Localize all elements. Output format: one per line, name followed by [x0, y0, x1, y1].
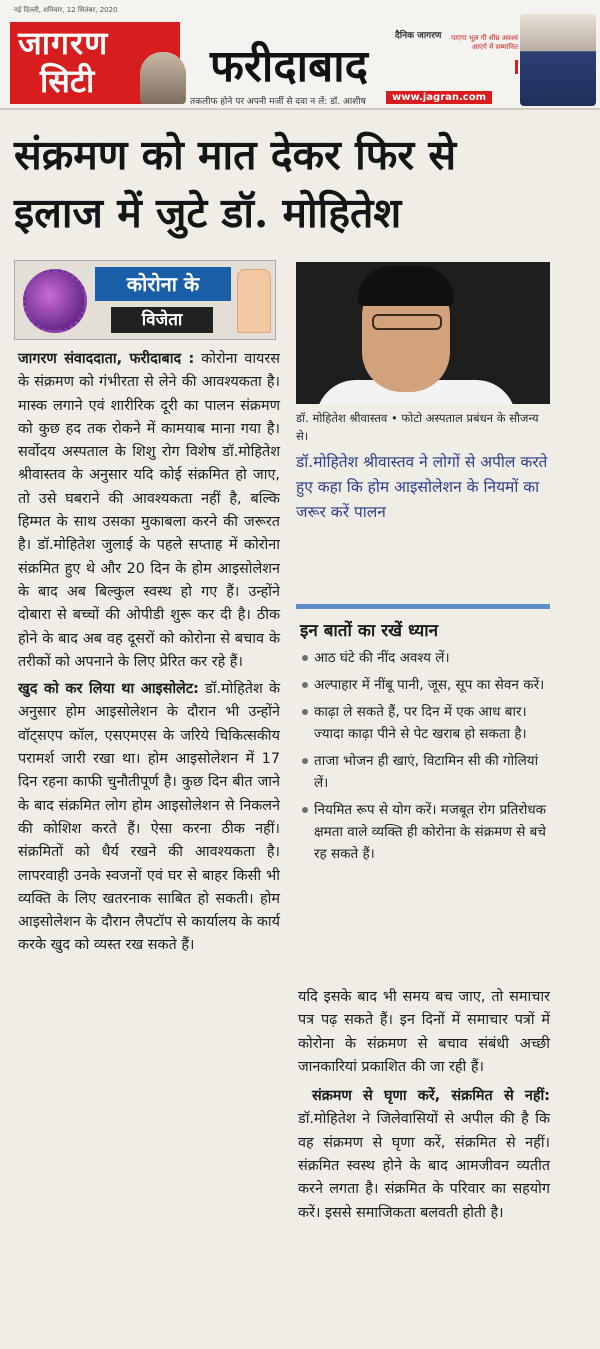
photo-hair — [358, 266, 454, 306]
paragraph-3: यदि इसके बाद भी समय बच जाए, तो समाचार पत्र पढ़ सकते हैं। इन दिनों में समाचार पत्रों में कोरोना के संक्रमण से बचाव संबंधी अच्छी जानकारियां प्रकाशित की जा रही हैं। — [298, 989, 550, 1075]
tip-item: काढ़ा ले सकते हैं, पर दिन में एक आध बार। ज्यादा काढ़ा पीने से पेट खराब हो सकता है। — [300, 701, 550, 745]
tip-item: ताजा भोजन ही खाएं, विटामिन सी की गोलियां लें। — [300, 750, 550, 794]
paragraph-1-text: कोरोना वायरस के संक्रमण को गंभीरता से लेने की आवश्यकता है। मास्क लगाने एवं शारीरिक दूरी का पालन संक्रमण को कुछ हद तक रोकने में कामयाब माना गया है। सर्वोदय अस्पताल के शिशु रोग विशेष डॉ.मोहितेश श्रीवास्तव के अनुसार यदि कोई संक्रमित हो जाए, तो उसे घबराने की आवश्यकता नहीं है, बल्कि हिम्मत के साथ उसका मुकाबला करने की जरूरत है। डॉ.मोहितेश जुलाई के पहले सप्ताह में कोरोना संक्रमित हुए थे और 20 दिन के होम आइसोलेशन के बाद अब बिल्कुल स्वस्थ हो गए हैं। उन्होंने दोबारा से बच्चों की ओपीडी शुरू कर दी है। ठीक होने के बाद अब वह दूसरों को कोरोना से बचाव के तरीकों को अपनाने के लिए प्रेरित कर रहे हैं। — [18, 351, 281, 670]
paragraph-4-text: डॉ.मोहितेश ने जिलेवासियों से अपील की है कि वह संक्रमण से घृणा करें, संक्रमित से नहीं। संक्रमित स्वस्थ होने के बाद आमजीवन व्यतीत करने लगता है। संक्रमित के परिवार का सहयोग करें। इससे समाजिकता बलवती होती है। — [298, 1111, 550, 1221]
doctor-photo — [296, 262, 550, 404]
paragraph-2 — [18, 678, 280, 958]
city-title: फरीदाबाद — [210, 41, 368, 92]
brand-line-1: जागरण — [18, 24, 109, 62]
paragraph-2-text: डॉ.मोहितेश के अनुसार होम आइसोलेशन के दौरान भी उन्होंने वॉट्सएप कॉल, एसएमएस के जरिये चिकित्सकीय परामर्श जारी रखा था। होम आइसोलेशन में 17 दिन रहना काफी चुनौतीपूर्ण है। कुछ दिन बीत जाने के बाद संक्रमित लोग होम आइसोलेशन से निकलने की कोशिश करते हैं। ऐसा करना ठीक नहीं। संक्रमितों को धैर्य रखने की आवश्यकता है। लापरवाही उनके स्वजनों एवं घर से बाहर किसी भी व्यक्ति के लिए खतरनाक साबित हो सकती। होम आइसोलेशन के दौरान लैपटॉप से कार्यालय के कार्य करके खुद को व्यस्त रख सकते हैं। — [18, 681, 280, 954]
left-column — [18, 348, 280, 962]
promo-marker — [515, 60, 518, 74]
tips-list — [300, 647, 550, 870]
subhead-isolate: खुद को कर लिया था आइसोलेट: — [18, 681, 199, 698]
headline-line-2: इलाज में जुटे डॉ. मोहितेश — [14, 189, 402, 237]
headline-line-1: संक्रमण को मात देकर फिर से — [14, 131, 457, 179]
paragraph-4 — [298, 1085, 550, 1225]
right-column — [298, 986, 550, 1231]
photo-caption: डॉ. मोहितेश श्रीवास्तव • फोटो अस्पताल प्रबंधन के सौजन्य से। — [296, 411, 539, 443]
tag-line: तकलीफ होने पर अपनी मर्जी से दवा न लें: डॉ. आशीष — [190, 97, 366, 107]
box-divider — [296, 604, 550, 609]
kicker-top: कोरोना के — [95, 267, 231, 301]
headline — [14, 126, 590, 242]
subhead-hate-infection: संक्रमण से घृणा करें, संक्रमित से नहीं: — [312, 1088, 550, 1105]
date-line: नई दिल्ली, शनिवार, 12 सितंबर, 2020 — [14, 6, 118, 14]
photo-glasses — [372, 314, 442, 330]
paragraph-1 — [18, 348, 280, 674]
tips-title: इन बातों का रखें ध्यान — [300, 621, 439, 641]
virus-icon — [23, 269, 87, 333]
promo-text: पाएगा भूल गी शीघ्र अवश्यं आएंगे में सम्मानित — [451, 34, 518, 51]
pull-quote: डॉ.मोहितेश श्रीवास्तव ने लोगों से अपील करते हुए कहा कि होम आइसोलेशन के नियमों का जरूर करें पालन — [296, 453, 548, 521]
brand-line-2: सिटी — [40, 62, 95, 100]
corona-winner-banner — [14, 260, 276, 340]
masthead-person-photo — [140, 52, 186, 104]
edition-tag: दैनिक जागरण — [395, 31, 442, 41]
tip-item: नियमित रूप से योग करें। मजबूत रोग प्रतिरोधक क्षमता वाले व्यक्ति ही कोरोना के संक्रमण से बचे रह सकते हैं। — [300, 799, 550, 865]
masthead — [0, 0, 600, 110]
tip-item: अल्पाहार में नींबू पानी, जूस, सूप का सेवन करें। — [300, 674, 550, 696]
fist-icon — [237, 269, 271, 333]
kicker-bottom: विजेता — [111, 307, 213, 333]
website-link[interactable]: www.jagran.com — [386, 91, 492, 104]
dateline: जागरण संवाददाता, फरीदाबाद : — [18, 351, 195, 367]
tip-item: आठ घंटे की नींद अवश्य लें। — [300, 647, 550, 669]
promo-person-photo — [520, 14, 596, 106]
